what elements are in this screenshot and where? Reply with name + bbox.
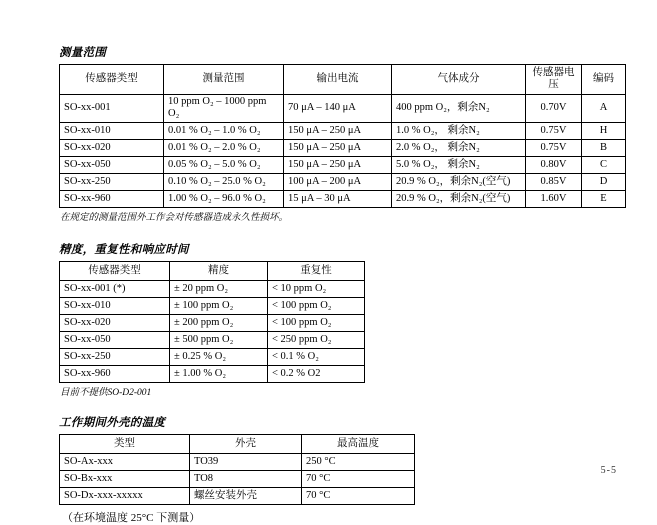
measurement-range-table <box>59 64 626 208</box>
cell-range: 0.01 % O₂ – 2.0 % O₂ <box>164 140 284 157</box>
page-number: 5-5 <box>600 465 617 476</box>
table-header-row <box>60 435 415 454</box>
cell-sensor-type: SO-xx-020 <box>60 140 164 157</box>
cell-type: SO-Dx-xxx-xxxxx <box>60 488 190 505</box>
footnote-measurement-range: 在规定的测量范围外工作会对传感器造成永久性损坏。 <box>60 213 289 224</box>
table-header-row <box>60 65 626 95</box>
cell-housing: 螺丝安装外壳 <box>190 488 302 505</box>
cell-accuracy: ± 20 ppm O₂ <box>170 281 268 298</box>
table-row <box>60 454 415 471</box>
cell-repeatability: < 100 ppm O₂ <box>268 315 365 332</box>
cell-sensor-type: SO-xx-960 <box>60 366 170 383</box>
cell-current: 100 μA – 200 μA <box>284 174 392 191</box>
cell-sensor-type: SO-xx-960 <box>60 191 164 208</box>
cell-range: 10 ppm O₂ – 1000 ppm O₂ <box>164 95 284 123</box>
cell-type: SO-Bx-xxx <box>60 471 190 488</box>
cell-voltage: 0.85V <box>526 174 582 191</box>
cell-current: 150 μA – 250 μA <box>284 157 392 174</box>
cell-gas: 1.0 % O₂， 剩余N₂ <box>392 123 526 140</box>
section-title-housing-temperature: 工作期间外壳的温度 <box>59 417 166 430</box>
cell-sensor-type: SO-xx-050 <box>60 157 164 174</box>
cell-gas: 20.9 % O₂，剩余N₂(空气) <box>392 191 526 208</box>
section-title-accuracy: 精度，重复性和响应时间 <box>59 244 189 257</box>
column-header: 测量范围 <box>164 65 284 95</box>
cell-range: 0.01 % O₂ – 1.0 % O₂ <box>164 123 284 140</box>
table-row <box>60 157 626 174</box>
column-header: 精度 <box>170 262 268 281</box>
column-header: 编码 <box>582 65 626 95</box>
housing-temperature-table <box>59 434 415 505</box>
cell-code: D <box>582 174 626 191</box>
cell-current: 150 μA – 250 μA <box>284 140 392 157</box>
cell-housing: TO39 <box>190 454 302 471</box>
table-row <box>60 123 626 140</box>
table-row <box>60 298 365 315</box>
column-header: 传感器类型 <box>60 262 170 281</box>
cell-current: 150 μA – 250 μA <box>284 123 392 140</box>
cell-max-temp: 250 °C <box>302 454 415 471</box>
cell-range: 0.05 % O₂ – 5.0 % O₂ <box>164 157 284 174</box>
cell-code: E <box>582 191 626 208</box>
cell-gas: 5.0 % O₂， 剩余N₂ <box>392 157 526 174</box>
cell-voltage: 0.75V <box>526 140 582 157</box>
table-row <box>60 95 626 123</box>
cell-repeatability: < 100 ppm O₂ <box>268 298 365 315</box>
cell-gas: 2.0 % O₂， 剩余N₂ <box>392 140 526 157</box>
cell-gas: 20.9 % O₂，剩余N₂(空气) <box>392 174 526 191</box>
table-row <box>60 315 365 332</box>
note-ambient-temperature: （在环境温度 25°C 下测量） <box>62 512 201 525</box>
cell-housing: TO8 <box>190 471 302 488</box>
cell-repeatability: < 0.1 % O₂ <box>268 349 365 366</box>
column-header: 类型 <box>60 435 190 454</box>
cell-current: 70 μA – 140 μA <box>284 95 392 123</box>
cell-accuracy: ± 0.25 % O₂ <box>170 349 268 366</box>
cell-sensor-type: SO-xx-250 <box>60 349 170 366</box>
cell-type: SO-Ax-xxx <box>60 454 190 471</box>
cell-accuracy: ± 1.00 % O₂ <box>170 366 268 383</box>
cell-accuracy: ± 100 ppm O₂ <box>170 298 268 315</box>
cell-max-temp: 70 °C <box>302 471 415 488</box>
cell-sensor-type: SO-xx-010 <box>60 298 170 315</box>
column-header: 最高温度 <box>302 435 415 454</box>
table-row <box>60 140 626 157</box>
column-header: 传感器类型 <box>60 65 164 95</box>
cell-sensor-type: SO-xx-020 <box>60 315 170 332</box>
table-row <box>60 174 626 191</box>
column-header: 气体成分 <box>392 65 526 95</box>
cell-max-temp: 70 °C <box>302 488 415 505</box>
cell-sensor-type: SO-xx-050 <box>60 332 170 349</box>
accuracy-table <box>59 261 365 383</box>
cell-code: H <box>582 123 626 140</box>
cell-sensor-type: SO-xx-010 <box>60 123 164 140</box>
column-header: 外壳 <box>190 435 302 454</box>
cell-voltage: 0.70V <box>526 95 582 123</box>
table-row <box>60 281 365 298</box>
table-row <box>60 332 365 349</box>
cell-sensor-type: SO-xx-250 <box>60 174 164 191</box>
section-title-measurement-range: 测量范围 <box>59 47 107 59</box>
cell-code: A <box>582 95 626 123</box>
table-row <box>60 366 365 383</box>
cell-accuracy: ± 500 ppm O₂ <box>170 332 268 349</box>
table-row <box>60 191 626 208</box>
cell-current: 15 μA – 30 μA <box>284 191 392 208</box>
column-header: 输出电流 <box>284 65 392 95</box>
cell-voltage: 1.60V <box>526 191 582 208</box>
cell-range: 1.00 % O₂ – 96.0 % O₂ <box>164 191 284 208</box>
table-row <box>60 349 365 366</box>
column-header: 传感器电压 <box>526 65 582 95</box>
table-row <box>60 488 415 505</box>
table-row <box>60 471 415 488</box>
footnote-accuracy: 目前不提供SO-D2-001 <box>60 388 152 399</box>
cell-code: C <box>582 157 626 174</box>
cell-sensor-type: SO-xx-001 (*) <box>60 281 170 298</box>
cell-repeatability: < 10 ppm O₂ <box>268 281 365 298</box>
cell-range: 0.10 % O₂ – 25.0 % O₂ <box>164 174 284 191</box>
cell-repeatability: < 250 ppm O₂ <box>268 332 365 349</box>
column-header: 重复性 <box>268 262 365 281</box>
cell-gas: 400 ppm O₂，剩余N₂ <box>392 95 526 123</box>
cell-code: B <box>582 140 626 157</box>
cell-repeatability: < 0.2 % O2 <box>268 366 365 383</box>
cell-accuracy: ± 200 ppm O₂ <box>170 315 268 332</box>
cell-voltage: 0.75V <box>526 123 582 140</box>
cell-sensor-type: SO-xx-001 <box>60 95 164 123</box>
cell-voltage: 0.80V <box>526 157 582 174</box>
table-header-row <box>60 262 365 281</box>
